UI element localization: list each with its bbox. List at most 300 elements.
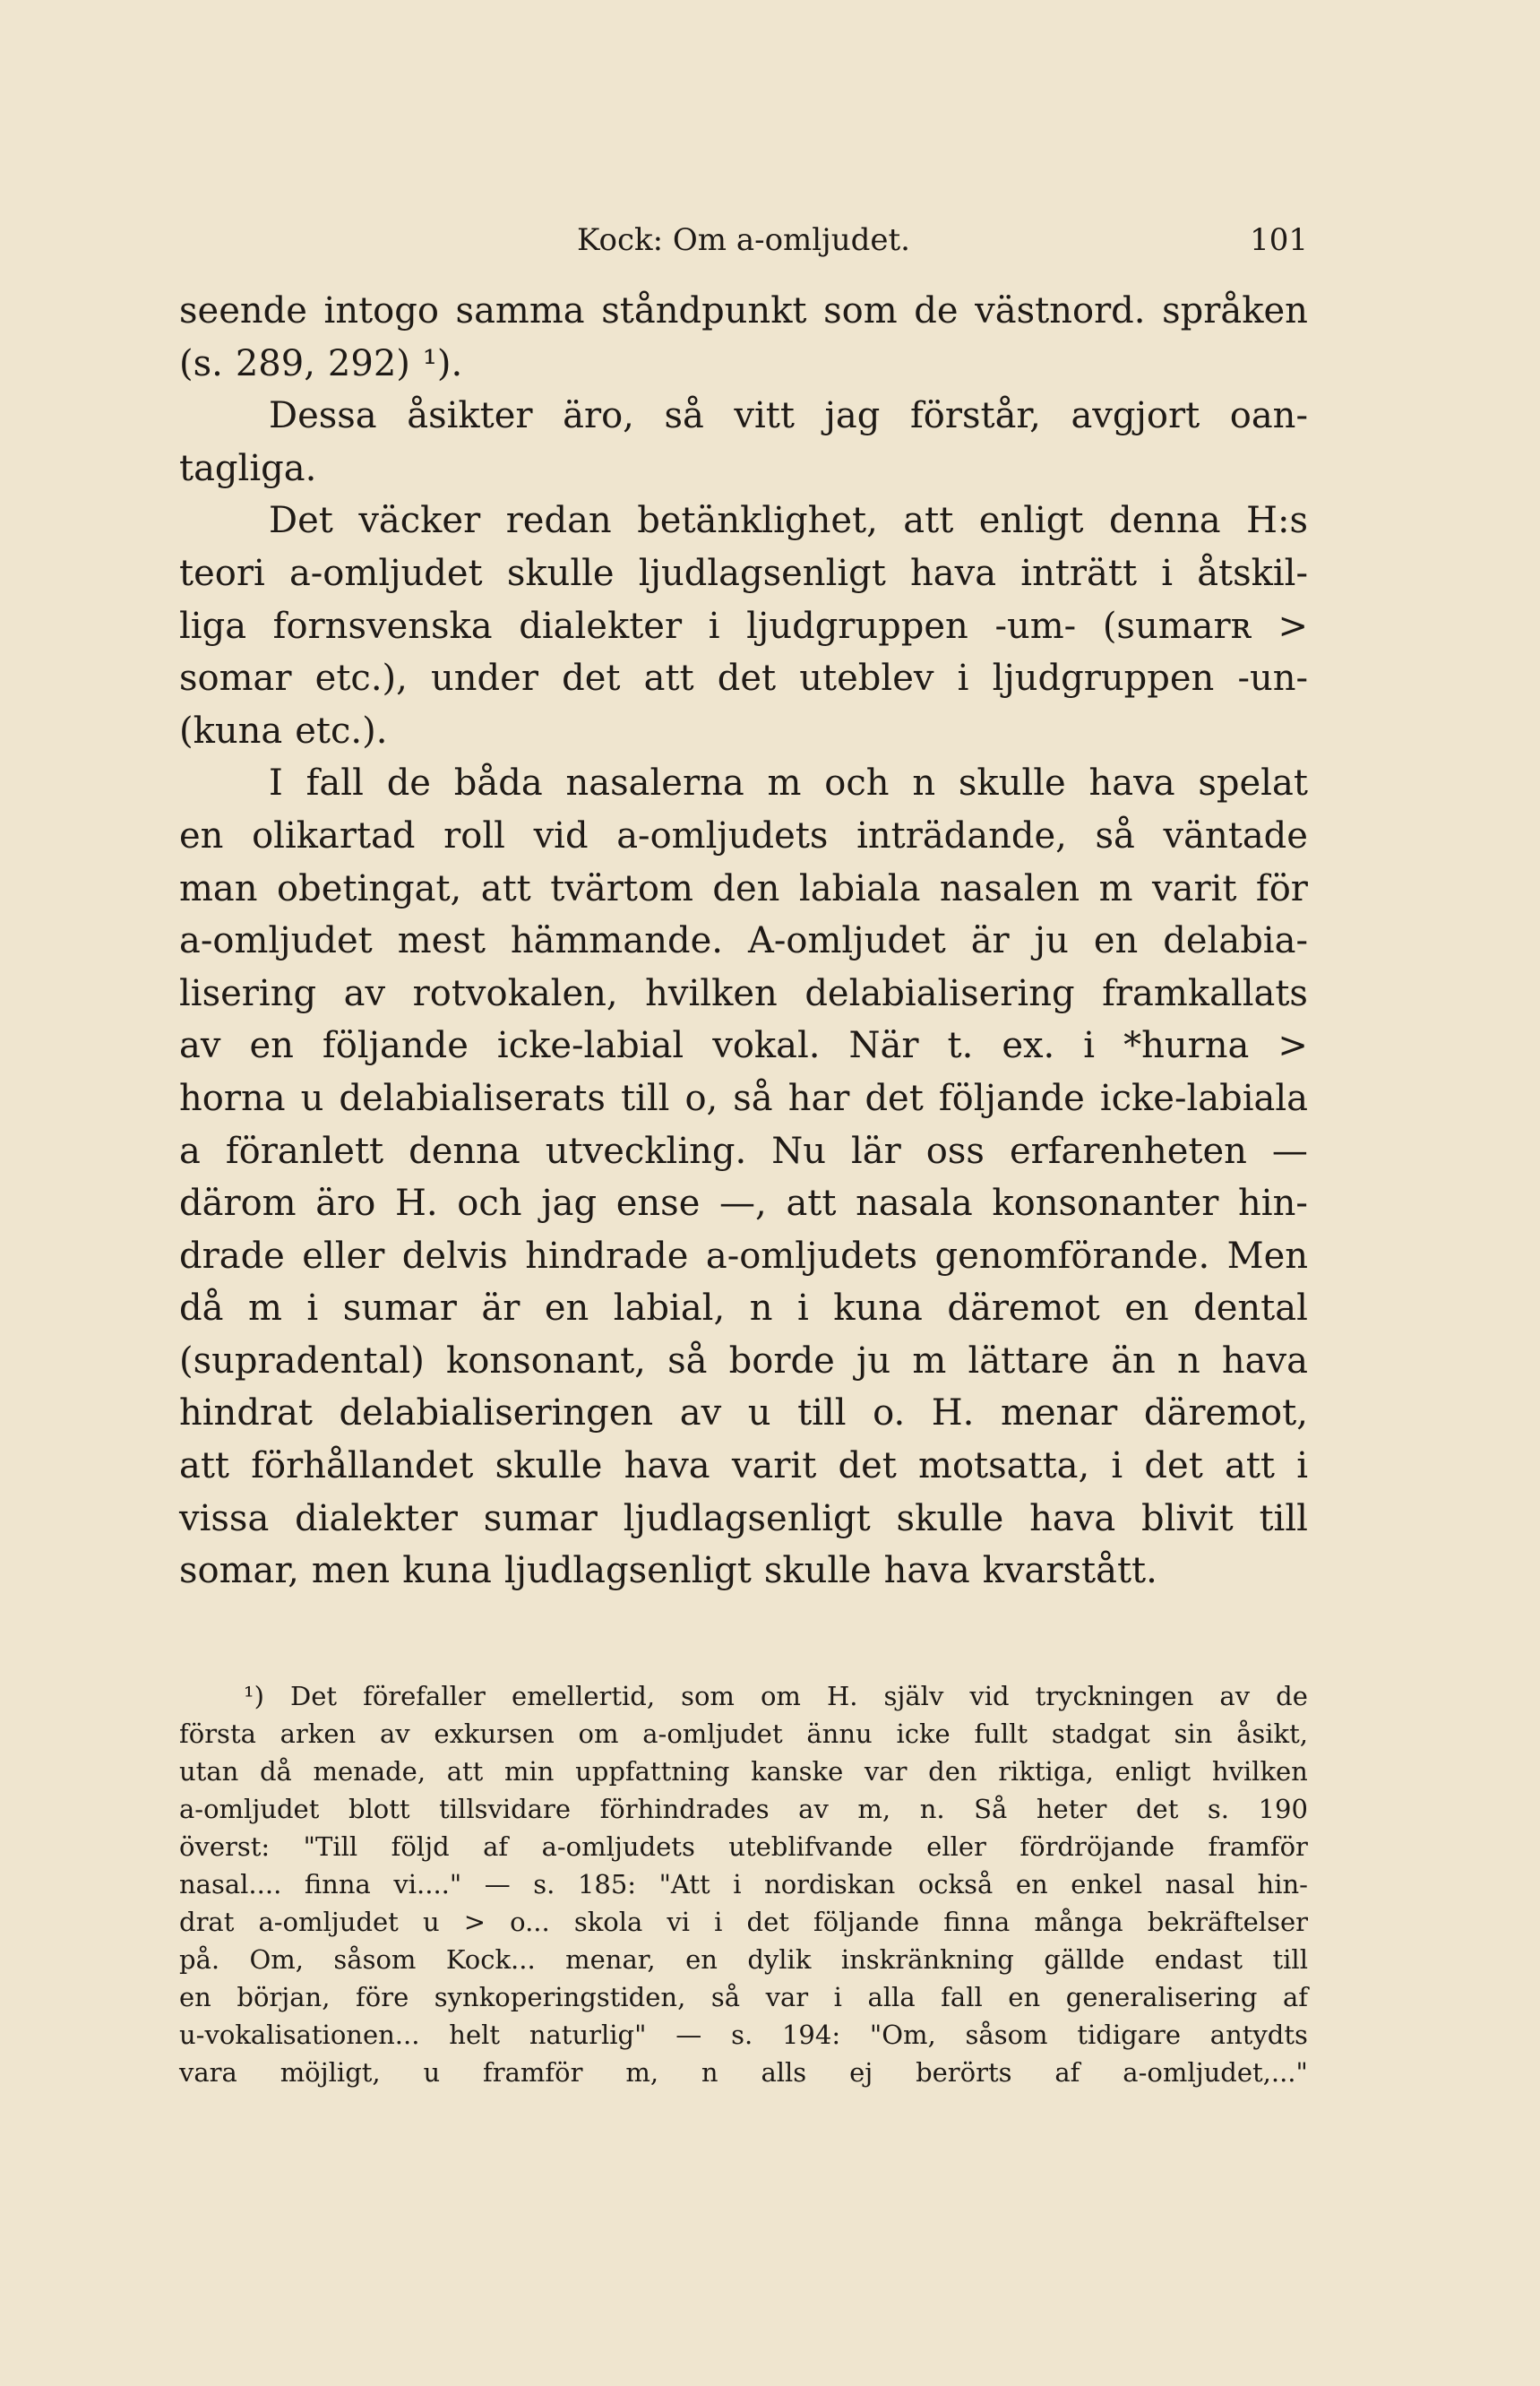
running-title: Kock: Om a-omljudet. bbox=[577, 222, 910, 258]
word: icke bbox=[896, 1718, 951, 1749]
word: nasal.... bbox=[179, 1869, 282, 1899]
word: labiala bbox=[798, 867, 921, 909]
word: som bbox=[823, 290, 898, 332]
word: a-omljudet bbox=[642, 1718, 783, 1749]
word: — bbox=[675, 2020, 702, 2050]
word: att bbox=[480, 867, 531, 909]
word: att bbox=[903, 500, 954, 542]
word: skulle bbox=[896, 1497, 1004, 1539]
word: en bbox=[1008, 1982, 1041, 2012]
word: då bbox=[179, 1288, 224, 1330]
word: till bbox=[620, 1077, 670, 1119]
word: än bbox=[1111, 1339, 1156, 1382]
word: sumar bbox=[342, 1288, 457, 1330]
main-text bbox=[179, 285, 1308, 1598]
word: liga bbox=[179, 605, 247, 647]
word: (kuna bbox=[179, 710, 283, 752]
word: u bbox=[423, 2057, 441, 2088]
text-line bbox=[179, 1072, 1308, 1125]
word: obetingat, bbox=[277, 867, 462, 909]
word: tryckningen bbox=[1035, 1681, 1194, 1711]
word: kanske bbox=[751, 1756, 844, 1787]
word: tidigare bbox=[1077, 2020, 1181, 2050]
word: uteblifvande bbox=[728, 1831, 893, 1862]
word: H:s bbox=[1246, 500, 1308, 542]
text-line bbox=[179, 495, 1308, 547]
word: min bbox=[503, 1756, 555, 1787]
word: kuna bbox=[833, 1288, 923, 1330]
word: till bbox=[1272, 1944, 1308, 1975]
word: borde bbox=[728, 1339, 835, 1382]
word: om bbox=[760, 1681, 801, 1711]
word: i bbox=[957, 658, 969, 700]
text-line bbox=[179, 1545, 1308, 1598]
word: början, bbox=[237, 1982, 331, 2012]
word: konsonant, bbox=[446, 1339, 646, 1382]
word: ännu bbox=[806, 1718, 873, 1749]
word: motsatta, bbox=[918, 1445, 1090, 1487]
word: Om, bbox=[249, 1944, 304, 1975]
word: "Att bbox=[658, 1869, 710, 1899]
word: bekräftelser bbox=[1147, 1907, 1308, 1937]
word: utan bbox=[179, 1756, 239, 1787]
word: att bbox=[1224, 1445, 1275, 1487]
word: menar bbox=[1000, 1392, 1118, 1434]
text-line bbox=[179, 547, 1308, 600]
word: delabialisering bbox=[804, 972, 1075, 1014]
word: ex. bbox=[1002, 1025, 1055, 1067]
word: det bbox=[746, 1907, 789, 1937]
word: hindrat bbox=[179, 1392, 313, 1434]
word: vid bbox=[969, 1681, 1010, 1711]
word: n bbox=[701, 2057, 718, 2088]
text-line bbox=[179, 390, 1308, 443]
word: fall bbox=[305, 762, 364, 805]
word: ljudgruppen bbox=[992, 658, 1215, 700]
word: t. bbox=[947, 1025, 974, 1067]
word: sin bbox=[1174, 1718, 1213, 1749]
footnote-line bbox=[179, 1790, 1308, 1828]
word: kvarstått. bbox=[982, 1550, 1157, 1592]
text-line bbox=[179, 443, 1308, 495]
word: > bbox=[1278, 1025, 1308, 1067]
word: rotvokalen, bbox=[412, 972, 618, 1014]
word: de bbox=[386, 762, 431, 805]
footnote-line bbox=[179, 2054, 1308, 2091]
word: vid bbox=[533, 814, 589, 857]
word: etc.). bbox=[295, 710, 388, 752]
word: framför bbox=[483, 2057, 583, 2088]
word: H. bbox=[931, 1392, 975, 1434]
word: vi bbox=[667, 1907, 691, 1937]
word: varit bbox=[731, 1445, 817, 1487]
text-line bbox=[179, 338, 1308, 391]
word: somar, bbox=[179, 1550, 299, 1592]
word: också bbox=[917, 1869, 994, 1899]
word: a-omljudet,..." bbox=[1123, 2057, 1308, 2088]
text-line bbox=[179, 1230, 1308, 1283]
word: icke-labial bbox=[496, 1025, 684, 1067]
footnote-line bbox=[179, 2016, 1308, 2054]
word: väcker bbox=[358, 500, 481, 542]
word: åsikt, bbox=[1236, 1718, 1308, 1749]
word: genomförande. bbox=[934, 1235, 1210, 1277]
word: hin- bbox=[1238, 1183, 1308, 1225]
word: förhållandet bbox=[251, 1445, 474, 1487]
word: drat bbox=[179, 1907, 235, 1937]
word: en bbox=[1124, 1288, 1169, 1330]
word: såsom bbox=[333, 1944, 417, 1975]
text-line bbox=[179, 1125, 1308, 1178]
word: kuna bbox=[402, 1550, 492, 1592]
word: i bbox=[306, 1288, 319, 1330]
word: > bbox=[463, 1907, 486, 1937]
word: roll bbox=[443, 814, 505, 857]
word: (supradental) bbox=[179, 1339, 425, 1382]
word: åtskil- bbox=[1197, 552, 1308, 594]
word: H. bbox=[826, 1681, 858, 1711]
word: såsom bbox=[965, 2020, 1048, 2050]
word: blott bbox=[348, 1794, 410, 1824]
word: Nu bbox=[771, 1130, 826, 1172]
word: förstår, bbox=[909, 395, 1041, 437]
word: ju bbox=[1034, 920, 1069, 962]
word: däremot, bbox=[1143, 1392, 1308, 1434]
word: följande bbox=[938, 1077, 1085, 1119]
word: en bbox=[544, 1288, 589, 1330]
footnote-line bbox=[179, 1715, 1308, 1753]
word: då bbox=[259, 1756, 292, 1787]
word: intogo bbox=[323, 290, 439, 332]
word: När bbox=[848, 1025, 919, 1067]
word: ljudgruppen bbox=[746, 605, 968, 647]
word: generalisering bbox=[1065, 1982, 1258, 2012]
word: gällde bbox=[1044, 1944, 1125, 1975]
word: 292) bbox=[327, 342, 410, 384]
word: Det bbox=[289, 1681, 338, 1711]
word: ¹). bbox=[422, 342, 463, 384]
word: i bbox=[1111, 1445, 1123, 1487]
word: o... bbox=[510, 1907, 550, 1937]
text-line bbox=[179, 810, 1308, 863]
text-line bbox=[179, 1282, 1308, 1335]
word: lättare bbox=[968, 1339, 1089, 1382]
word: så bbox=[664, 395, 704, 437]
word: västnord. bbox=[975, 290, 1146, 332]
word: väntade bbox=[1163, 814, 1308, 857]
word: u-vokalisationen... bbox=[179, 2020, 420, 2050]
word: enligt bbox=[978, 500, 1084, 542]
word: äro, bbox=[563, 395, 634, 437]
word: hin- bbox=[1257, 1869, 1308, 1899]
text-line bbox=[179, 1440, 1308, 1493]
word: horna bbox=[179, 1077, 286, 1119]
word: hava bbox=[910, 552, 997, 594]
word: finna bbox=[943, 1907, 1011, 1937]
word: ju bbox=[856, 1339, 891, 1382]
word: och bbox=[457, 1183, 522, 1225]
text-line bbox=[179, 968, 1308, 1021]
word: fullt bbox=[974, 1718, 1028, 1749]
word: n bbox=[749, 1288, 773, 1330]
word: m bbox=[767, 762, 802, 805]
word: arken bbox=[280, 1718, 357, 1749]
word: fördröjande bbox=[1019, 1831, 1175, 1862]
word: skulle bbox=[506, 552, 615, 594]
word: stadgat bbox=[1051, 1718, 1150, 1749]
word: det bbox=[1135, 1794, 1179, 1824]
word: a-omljudets bbox=[541, 1831, 695, 1862]
word: framkallats bbox=[1102, 972, 1308, 1014]
text-line bbox=[179, 1020, 1308, 1072]
word: oan- bbox=[1229, 395, 1308, 437]
word: ljudlagsenligt bbox=[623, 1497, 871, 1539]
word: samma bbox=[455, 290, 585, 332]
word: äro bbox=[315, 1183, 376, 1225]
footnote-line bbox=[179, 1828, 1308, 1865]
word: i bbox=[796, 1288, 809, 1330]
word: hvilken bbox=[1211, 1756, 1308, 1787]
word: Det bbox=[269, 500, 333, 542]
word: följande bbox=[322, 1025, 469, 1067]
word: (s. bbox=[179, 342, 223, 384]
word: men bbox=[311, 1550, 391, 1592]
word: Så bbox=[974, 1794, 1008, 1824]
word: var bbox=[864, 1756, 908, 1787]
word: de bbox=[914, 290, 959, 332]
word: uteblev bbox=[799, 658, 934, 700]
footnote-line bbox=[179, 1753, 1308, 1790]
word: finna bbox=[304, 1869, 371, 1899]
word: en bbox=[249, 1025, 294, 1067]
word: före bbox=[356, 1982, 409, 2012]
word: m bbox=[247, 1288, 282, 1330]
word: m, bbox=[625, 2057, 659, 2088]
word: däremot bbox=[947, 1288, 1100, 1330]
word: hava bbox=[1221, 1339, 1308, 1382]
page-number: 101 bbox=[1250, 222, 1308, 258]
word: I bbox=[269, 762, 283, 805]
word: tvärtom bbox=[550, 867, 693, 909]
word: a-omljudet bbox=[179, 1794, 320, 1824]
word: a-omljudet bbox=[258, 1907, 399, 1937]
word: om bbox=[578, 1718, 619, 1749]
word: n. bbox=[919, 1794, 945, 1824]
word: exkursen bbox=[434, 1718, 555, 1749]
text-line bbox=[179, 863, 1308, 916]
word: dylik bbox=[747, 1944, 812, 1975]
word: de bbox=[1276, 1681, 1308, 1711]
word: erfarenheten bbox=[1009, 1130, 1247, 1172]
word: följande bbox=[813, 1907, 920, 1937]
word: till bbox=[1259, 1497, 1308, 1539]
word: språken bbox=[1162, 290, 1308, 332]
word: sumar bbox=[483, 1497, 598, 1539]
word: att bbox=[643, 658, 694, 700]
word: "Om, bbox=[869, 2020, 936, 2050]
word: blivit bbox=[1141, 1497, 1234, 1539]
word: båda bbox=[453, 762, 543, 805]
word: 194: bbox=[781, 2020, 841, 2050]
word: delabialiserats bbox=[339, 1077, 606, 1119]
word: en bbox=[685, 1944, 718, 1975]
word: framför bbox=[1208, 1831, 1308, 1862]
word: jag bbox=[824, 395, 881, 437]
word: af bbox=[1054, 2057, 1080, 2088]
word: heter bbox=[1036, 1794, 1107, 1824]
word: mest bbox=[397, 920, 486, 962]
word: u bbox=[747, 1392, 771, 1434]
word: hava bbox=[1088, 762, 1175, 805]
word: fall bbox=[941, 1982, 983, 2012]
word: en bbox=[179, 1982, 211, 2012]
word: lär bbox=[851, 1130, 901, 1172]
word: delabia- bbox=[1163, 920, 1308, 962]
word: under bbox=[431, 658, 538, 700]
word: "Till bbox=[303, 1831, 358, 1862]
word: av bbox=[379, 1718, 410, 1749]
word: a-omljudets bbox=[705, 1235, 918, 1277]
word: menar, bbox=[565, 1944, 656, 1975]
word: vara bbox=[179, 2057, 237, 2088]
word: åsikter bbox=[407, 395, 533, 437]
word: en bbox=[1015, 1869, 1048, 1899]
word: —, bbox=[719, 1183, 767, 1225]
word: eller bbox=[302, 1235, 385, 1277]
word: varit bbox=[1152, 867, 1237, 909]
word: delvis bbox=[401, 1235, 508, 1277]
word: hämmande. bbox=[510, 920, 723, 962]
word: hava bbox=[1029, 1497, 1116, 1539]
word: av bbox=[1219, 1681, 1251, 1711]
word: hvilken bbox=[645, 972, 778, 1014]
word: nasal bbox=[1165, 1869, 1235, 1899]
word: är bbox=[481, 1288, 521, 1330]
word: förhindrades bbox=[599, 1794, 770, 1824]
word: inträtt bbox=[1020, 552, 1138, 594]
word: u bbox=[422, 1907, 440, 1937]
word: n bbox=[1176, 1339, 1200, 1382]
word: berörts bbox=[916, 2057, 1012, 2088]
word: var bbox=[765, 1982, 809, 2012]
word: så bbox=[1095, 814, 1135, 857]
word: -um- bbox=[994, 605, 1077, 647]
word: skulle bbox=[495, 1445, 603, 1487]
word: H. bbox=[395, 1183, 438, 1225]
text-line bbox=[179, 1387, 1308, 1440]
word: af bbox=[1282, 1982, 1308, 2012]
word: inträdande, bbox=[856, 814, 1067, 857]
word: oss bbox=[925, 1130, 985, 1172]
word: (sumarʀ bbox=[1102, 605, 1252, 647]
word: 289, bbox=[235, 342, 315, 384]
footnote bbox=[179, 1677, 1308, 2091]
word: m, bbox=[857, 1794, 891, 1824]
word: naturlig" bbox=[529, 2020, 647, 2050]
word: nordiskan bbox=[764, 1869, 896, 1899]
word: i bbox=[1161, 552, 1174, 594]
text-line bbox=[179, 757, 1308, 810]
word: s. bbox=[533, 1869, 555, 1899]
text-line bbox=[179, 915, 1308, 968]
word: u bbox=[300, 1077, 324, 1119]
word: Dessa bbox=[269, 395, 377, 437]
word: nasalen bbox=[939, 867, 1080, 909]
word: ljudlagsenligt bbox=[503, 1550, 752, 1592]
word: seende bbox=[179, 290, 307, 332]
word: 185: bbox=[577, 1869, 637, 1899]
word: *hurna bbox=[1123, 1025, 1250, 1067]
word: somar bbox=[179, 658, 292, 700]
word: tagliga. bbox=[179, 447, 317, 489]
word: möjligt, bbox=[280, 2057, 381, 2088]
word: är bbox=[970, 920, 1010, 962]
word: så bbox=[667, 1339, 708, 1382]
text-line bbox=[179, 1177, 1308, 1230]
word: själv bbox=[883, 1681, 944, 1711]
word: — bbox=[484, 1869, 511, 1899]
word: den bbox=[928, 1756, 977, 1787]
word: och bbox=[824, 762, 890, 805]
word: den bbox=[712, 867, 780, 909]
word: hindrade bbox=[525, 1235, 689, 1277]
word: en bbox=[179, 814, 224, 857]
word: på. bbox=[179, 1944, 220, 1975]
word: av bbox=[179, 1025, 221, 1067]
word: i bbox=[733, 1869, 742, 1899]
word: tillsvidare bbox=[439, 1794, 572, 1824]
word: man bbox=[179, 867, 258, 909]
word: a-omljudets bbox=[616, 814, 829, 857]
word: a-omljudet bbox=[179, 920, 373, 962]
word: att bbox=[179, 1445, 229, 1487]
word: enligt bbox=[1114, 1756, 1192, 1787]
word: drade bbox=[179, 1235, 285, 1277]
word: följd bbox=[391, 1831, 450, 1862]
word: inskränkning bbox=[840, 1944, 1014, 1975]
word: det bbox=[865, 1077, 924, 1119]
word: det bbox=[838, 1445, 897, 1487]
word: så bbox=[733, 1077, 773, 1119]
word: s. bbox=[1207, 1794, 1230, 1824]
word: teori bbox=[179, 552, 265, 594]
word: jag bbox=[541, 1183, 598, 1225]
word: — bbox=[1271, 1130, 1308, 1172]
word: uppfattning bbox=[575, 1756, 730, 1787]
word: denna bbox=[1108, 500, 1221, 542]
word: ¹) bbox=[244, 1681, 264, 1711]
word: antydts bbox=[1209, 2020, 1308, 2050]
word: till bbox=[797, 1392, 847, 1434]
word: skulle bbox=[763, 1550, 872, 1592]
word: redan bbox=[505, 500, 612, 542]
word: n bbox=[912, 762, 936, 805]
word: m bbox=[912, 1339, 947, 1382]
word: synkoperingstiden, bbox=[434, 1982, 686, 2012]
text-line bbox=[179, 285, 1308, 338]
word: som bbox=[681, 1681, 735, 1711]
word: a-omljudet bbox=[288, 552, 483, 594]
footnote-line bbox=[179, 1865, 1308, 1903]
word: så bbox=[710, 1982, 741, 2012]
word: vi...." bbox=[393, 1869, 462, 1899]
word: dialekter bbox=[295, 1497, 458, 1539]
word: har bbox=[787, 1077, 850, 1119]
word: spelat bbox=[1198, 762, 1308, 805]
word: för bbox=[1255, 867, 1308, 909]
word: det bbox=[717, 658, 777, 700]
word: vitt bbox=[734, 395, 795, 437]
